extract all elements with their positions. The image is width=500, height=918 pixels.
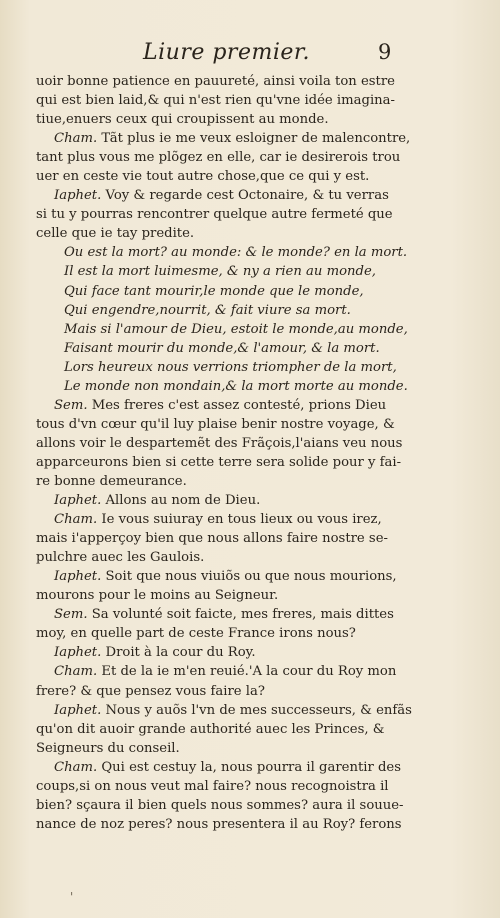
line-text: mais i'apperçoy bien que nous allons faire nostre se- bbox=[36, 531, 388, 547]
line-text: Qui est cestuy la, nous pourra il garentir des bbox=[101, 759, 401, 775]
text-line bbox=[36, 301, 404, 320]
line-text: Droit à la cour du Roy. bbox=[105, 645, 256, 661]
text-line bbox=[36, 110, 404, 129]
text-line bbox=[36, 453, 404, 472]
text-line bbox=[36, 510, 404, 529]
line-text: si tu y pourras rencontrer quelque autre fermeté que bbox=[36, 207, 393, 223]
line-text: mourons pour le moins au Seigneur. bbox=[36, 588, 279, 604]
speaker-name: Iaphet. bbox=[54, 569, 102, 585]
line-text: Tãt plus ie me veux esloigner de malencontre, bbox=[101, 131, 411, 147]
line-text: Mais si l'amour de Dieu, estoit le monde,au monde, bbox=[64, 321, 408, 337]
text-line bbox=[36, 548, 404, 567]
text-line bbox=[36, 205, 404, 224]
speaker-name: Iaphet. bbox=[54, 702, 102, 718]
line-text: qui est bien laid,& qui n'est rien qu'vne idée imagina- bbox=[36, 93, 395, 109]
speaker-name: Iaphet. bbox=[54, 645, 102, 661]
line-text: tous d'vn cœur qu'il luy plaise benir nostre voyage, & bbox=[36, 416, 395, 432]
line-text: Qui face tant mourir,le monde que le monde, bbox=[64, 283, 364, 299]
page-number: 9 bbox=[378, 40, 392, 64]
text-line bbox=[36, 167, 404, 186]
line-text: Le monde non mondain,& la mort morte au monde. bbox=[64, 378, 408, 394]
text-line bbox=[36, 72, 404, 91]
speaker-name: Iaphet. bbox=[54, 188, 102, 204]
speaker-name: Cham. bbox=[54, 664, 98, 680]
line-text: bien? sçaura il bien quels nous sommes? aura il souue- bbox=[36, 797, 404, 813]
line-text: uoir bonne patience en pauureté, ainsi voila ton estre bbox=[36, 74, 395, 89]
text-line bbox=[36, 129, 411, 148]
line-text: Ou est la mort? au monde: & le monde? en la mort. bbox=[64, 245, 408, 261]
text-line bbox=[36, 358, 404, 377]
line-text: uer en ceste vie tout autre chose,que ce qui y est. bbox=[36, 169, 370, 185]
line-text: coups,si on nous veut mal faire? nous recognoistra il bbox=[36, 778, 389, 794]
text-line bbox=[36, 529, 404, 548]
line-text: frere? & que pensez vous faire la? bbox=[36, 683, 265, 699]
speaker-name: Sem. bbox=[54, 397, 88, 413]
text-line bbox=[36, 282, 404, 301]
text-line bbox=[36, 243, 408, 262]
text-line bbox=[36, 148, 404, 167]
text-line bbox=[36, 567, 404, 586]
speaker-name: Sem. bbox=[54, 607, 88, 623]
line-text: Soit que nous viuiõs ou que nous mourions, bbox=[105, 569, 397, 585]
speaker-name: Cham. bbox=[54, 131, 98, 147]
text-line bbox=[36, 491, 404, 510]
line-text: re bonne demeurance. bbox=[36, 473, 187, 489]
page-header bbox=[0, 40, 500, 70]
line-text: Seigneurs du conseil. bbox=[36, 740, 180, 756]
text-line bbox=[36, 586, 404, 605]
text-line bbox=[36, 739, 404, 758]
text-line bbox=[36, 434, 404, 453]
text-line bbox=[36, 701, 412, 720]
speaker-name: Cham. bbox=[54, 759, 98, 775]
line-text: Il est la mort luimesme, & ny a rien au monde, bbox=[64, 264, 376, 280]
text-line bbox=[36, 472, 404, 491]
line-text: Et de la ie m'en reuié.'A la cour du Roy mon bbox=[101, 664, 397, 680]
text-line bbox=[36, 320, 408, 339]
text-line bbox=[36, 624, 404, 643]
line-text: pulchre auec les Gaulois. bbox=[36, 550, 205, 566]
line-text: Mes freres c'est assez contesté, prions Dieu bbox=[91, 397, 387, 413]
line-text: nance de noz peres? nous presentera il au Roy? ferons bbox=[36, 816, 402, 832]
text-line bbox=[36, 605, 404, 624]
text-line bbox=[36, 796, 404, 815]
text-line bbox=[36, 224, 404, 243]
footer-mark: ' bbox=[70, 890, 74, 904]
text-line bbox=[36, 815, 404, 834]
text-line bbox=[36, 262, 404, 281]
line-text: Voy & regarde cest Octonaire, & tu verras bbox=[105, 188, 389, 204]
text-line bbox=[36, 339, 404, 358]
text-line bbox=[36, 643, 404, 662]
line-text: apparceurons bien si cette terre sera solide pour y fai- bbox=[36, 454, 402, 470]
line-text: allons voir le despartemẽt des Frãçois,l'aians veu nous bbox=[36, 435, 403, 451]
text-line bbox=[36, 758, 404, 777]
text-line bbox=[36, 415, 404, 434]
speaker-name: Cham. bbox=[54, 512, 98, 528]
text-line bbox=[36, 662, 404, 681]
speaker-name: Iaphet. bbox=[54, 493, 102, 509]
line-text: Qui engendre,nourrit, & fait viure sa mort. bbox=[64, 302, 351, 318]
text-line bbox=[36, 91, 404, 110]
body-text bbox=[36, 72, 412, 834]
line-text: tant plus vous me plõgez en elle, car ie desirerois trou bbox=[36, 150, 401, 166]
line-text: celle que ie tay predite. bbox=[36, 226, 195, 242]
line-text: Allons au nom de Dieu. bbox=[105, 493, 261, 509]
line-text: Lors heureux nous verrions triompher de la mort, bbox=[64, 359, 397, 375]
line-text: Nous y auõs l'vn de mes successeurs, & enfãs bbox=[105, 702, 412, 718]
running-title: Liure premier. bbox=[143, 40, 310, 65]
text-line bbox=[36, 682, 404, 701]
line-text: Sa volunté soit faicte, mes freres, mais dittes bbox=[91, 607, 394, 623]
line-text: Ie vous suiuray en tous lieux ou vous irez, bbox=[101, 512, 382, 528]
line-text: Faisant mourir du monde,& l'amour, & la mort. bbox=[64, 340, 380, 356]
text-line bbox=[36, 377, 408, 396]
line-text: qu'on dit auoir grande authorité auec les Princes, & bbox=[36, 721, 385, 737]
line-text: tiue,enuers ceux qui croupissent au monde. bbox=[36, 112, 329, 128]
text-line bbox=[36, 396, 404, 415]
text-line bbox=[36, 777, 404, 796]
text-line bbox=[36, 186, 404, 205]
line-text: moy, en quelle part de ceste France irons nous? bbox=[36, 626, 356, 642]
text-line bbox=[36, 720, 404, 739]
